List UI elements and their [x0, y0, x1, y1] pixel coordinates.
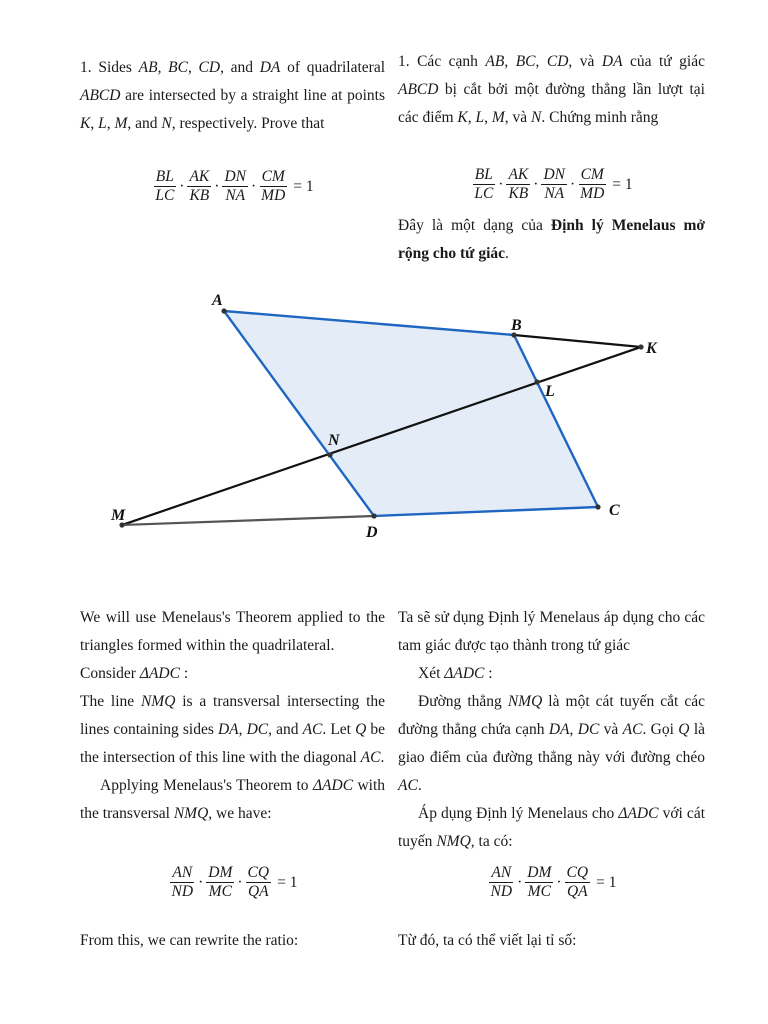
transversal-paragraph: [398, 688, 705, 800]
frac-den: ND: [171, 883, 194, 900]
rewrite-line-vi: [398, 927, 705, 955]
frac-num: AK: [508, 166, 529, 183]
text: .: [417, 777, 422, 794]
text: Áp dụng Định lý Menelaus cho: [418, 805, 619, 822]
transversal-paragraph: [80, 688, 385, 772]
side-da: DA: [259, 59, 281, 76]
side-bc: BC: [515, 53, 536, 70]
text: là giao điểm của đường thẳng này với đường chéo: [398, 721, 706, 766]
segment-bk: [514, 335, 641, 347]
text: ,: [90, 115, 99, 132]
text: be the intersection of this line with the diagonal: [80, 721, 385, 766]
frac-den: MC: [208, 883, 232, 900]
text: , ta có:: [470, 833, 513, 850]
side-bc: BC: [168, 59, 188, 76]
frac-den: NA: [544, 185, 565, 202]
frac-num: CQ: [247, 864, 270, 881]
triangle-adc: ΔADC: [444, 665, 485, 682]
text: , we have:: [208, 805, 272, 822]
text: với cát tuyến: [398, 805, 706, 850]
label-k: K: [646, 340, 657, 357]
point-c: [595, 504, 600, 509]
diagonal-ac: AC: [398, 777, 418, 794]
consider-line: [80, 660, 385, 688]
solution-intro: We will use Menelaus's Theorem applied to the triangles formed within the quadrilateral.: [80, 609, 385, 654]
text: ,: [484, 109, 488, 126]
text: 1. Sides: [80, 59, 132, 76]
text: ,: [187, 59, 199, 76]
side-cd: CD: [198, 59, 221, 76]
text: are intersected by a straight line at points: [120, 87, 385, 104]
point-l: L: [98, 115, 107, 132]
frac-num: BL: [474, 166, 493, 183]
frac-den: MD: [261, 187, 286, 204]
text: of quadrilateral: [280, 59, 386, 76]
text: Consider: [80, 665, 140, 682]
equation-menelaus-tri-en: $\frac{AN}{ND}$ · $\frac{DM}{MC}$ · $\frac{CQ}{QA}$ = 1: [171, 864, 298, 900]
frac-num: DN: [224, 168, 246, 185]
applying-paragraph: [398, 800, 705, 856]
applying-paragraph: [80, 772, 385, 828]
frac-num: CM: [580, 166, 604, 183]
text: is a transversal intersecting the lines containing sides: [80, 693, 386, 738]
quad-abcd: ABCD: [80, 87, 121, 104]
label-n: N: [328, 432, 340, 449]
text: ,: [504, 53, 516, 70]
equals-one: = 1: [293, 177, 314, 195]
frac-num: BL: [155, 168, 174, 185]
solution-english: [80, 604, 385, 828]
side-da: DA: [217, 721, 239, 738]
diagonal-ac: AC: [360, 749, 381, 766]
text: From this, we can rewrite the ratio:: [80, 932, 299, 949]
text: Đường thẳng: [418, 693, 508, 710]
line-nmq: NMQ: [436, 833, 471, 850]
text: . Chứng minh rằng: [541, 109, 659, 126]
label-d: D: [366, 524, 378, 541]
text: , and: [220, 59, 260, 76]
line-nmq: NMQ: [140, 693, 176, 710]
point-d: [371, 513, 376, 518]
equals-one: = 1: [596, 873, 617, 891]
frac-num: DM: [527, 864, 552, 881]
solution-vietnamese: [398, 604, 705, 856]
text: , respectively. Prove that: [171, 115, 325, 132]
solution-intro: Ta sẽ sử dụng Định lý Menelaus áp dụng cho các tam giác được tạo thành trong tứ giác: [398, 609, 705, 654]
text: ,: [106, 115, 115, 132]
frac-den: KB: [189, 187, 210, 204]
text: là một cát tuyến cắt các đường thẳng chứa cạnh: [398, 693, 705, 738]
problem-english: [80, 54, 385, 138]
equals-one: = 1: [277, 873, 298, 891]
text: Từ đó, ta có thể viết lại tỉ số:: [398, 932, 577, 949]
frac-num: CQ: [566, 864, 589, 881]
text: của tứ giác: [622, 53, 705, 70]
side-da: DA: [548, 721, 570, 738]
point-l: L: [475, 109, 485, 126]
point-n: [327, 452, 332, 457]
text: The line: [80, 693, 141, 710]
equals-one: = 1: [612, 175, 633, 193]
text: Applying Menelaus's Theorem to: [100, 777, 313, 794]
label-c: C: [609, 502, 620, 519]
line-nmq: NMQ: [173, 805, 209, 822]
text: , và: [568, 53, 602, 70]
point-k: K: [457, 109, 468, 126]
frac-den: LC: [155, 187, 175, 204]
label-l: L: [545, 383, 555, 400]
point-k: [638, 344, 643, 349]
text: 1. Các cạnh: [398, 53, 486, 70]
text: :: [179, 665, 189, 682]
side-ac: AC: [622, 721, 643, 738]
side-dc: DC: [577, 721, 600, 738]
point-n: N: [161, 115, 172, 132]
text: và: [599, 721, 623, 738]
label-b: B: [511, 317, 522, 334]
point-k: K: [80, 115, 91, 132]
frac-num: AN: [491, 864, 512, 881]
frac-den: KB: [508, 185, 529, 202]
frac-den: NA: [225, 187, 246, 204]
quad-fill: [224, 311, 598, 516]
side-cd: CD: [546, 53, 569, 70]
text: . Let: [322, 721, 356, 738]
theorem-note: [398, 212, 705, 268]
rewrite-line-en: [80, 927, 385, 955]
frac-den: LC: [474, 185, 494, 202]
label-m: M: [111, 507, 126, 524]
text: , and: [127, 115, 162, 132]
side-ab: AB: [485, 53, 505, 70]
label-a: A: [212, 292, 223, 309]
text: ,: [157, 59, 169, 76]
side-ab: AB: [138, 59, 158, 76]
point-a: [221, 308, 226, 313]
equation-menelaus-quad-vi: $\frac{BL}{LC}$ · $\frac{AK}{KB}$ · $\frac{DN}{NA}$ · $\frac{CM}{MD}$ = 1: [474, 166, 633, 202]
point-m: M: [114, 115, 128, 132]
problem-vietnamese: [398, 48, 705, 132]
point-q: Q: [678, 721, 690, 738]
line-nmq: NMQ: [507, 693, 543, 710]
text: .: [380, 749, 385, 766]
triangle-adc: ΔADC: [139, 665, 180, 682]
side-da: DA: [601, 53, 623, 70]
side-dc: DC: [246, 721, 269, 738]
theorem-name: Định lý Menelaus mở rộng cho tứ giác: [398, 217, 705, 262]
text: Đây là một dạng của: [398, 217, 551, 234]
text: . Gọi: [642, 721, 679, 738]
text: bị cắt bởi một đường thẳng lần lượt tại các điểm: [398, 81, 705, 126]
frac-num: AN: [172, 864, 193, 881]
frac-den: MC: [527, 883, 551, 900]
text: ,: [535, 53, 547, 70]
equation-menelaus-quad-en: $\frac{BL}{LC}$ · $\frac{AK}{KB}$ · $\frac{DN}{NA}$ · $\frac{CM}{MD}$ = 1: [155, 168, 314, 204]
frac-den: ND: [490, 883, 513, 900]
text: , and: [268, 721, 303, 738]
frac-den: QA: [247, 883, 269, 900]
point-q: Q: [355, 721, 367, 738]
frac-den: QA: [566, 883, 588, 900]
point-n: N: [531, 109, 542, 126]
side-ac: AC: [302, 721, 323, 738]
consider-line: [398, 660, 705, 688]
equation-menelaus-tri-vi: $\frac{AN}{ND}$ · $\frac{DM}{MC}$ · $\frac{CQ}{QA}$ = 1: [490, 864, 617, 900]
triangle-adc: ΔADC: [312, 777, 354, 794]
frac-num: CM: [261, 168, 285, 185]
point-l: [534, 379, 539, 384]
text: :: [484, 665, 493, 682]
point-m: M: [491, 109, 505, 126]
text: ,: [238, 721, 247, 738]
frac-den: MD: [580, 185, 605, 202]
text: ,: [569, 721, 578, 738]
quadrilateral-figure: [0, 285, 768, 585]
quad-abcd: ABCD: [398, 81, 439, 98]
text: with the transversal: [80, 777, 385, 822]
frac-num: AK: [189, 168, 210, 185]
triangle-adc: ΔADC: [618, 805, 659, 822]
segment-md: [122, 516, 374, 525]
text: Xét: [418, 665, 445, 682]
frac-num: DN: [543, 166, 565, 183]
text: ,: [467, 109, 476, 126]
frac-num: DM: [208, 864, 233, 881]
text: .: [505, 245, 509, 262]
text: , và: [504, 109, 532, 126]
